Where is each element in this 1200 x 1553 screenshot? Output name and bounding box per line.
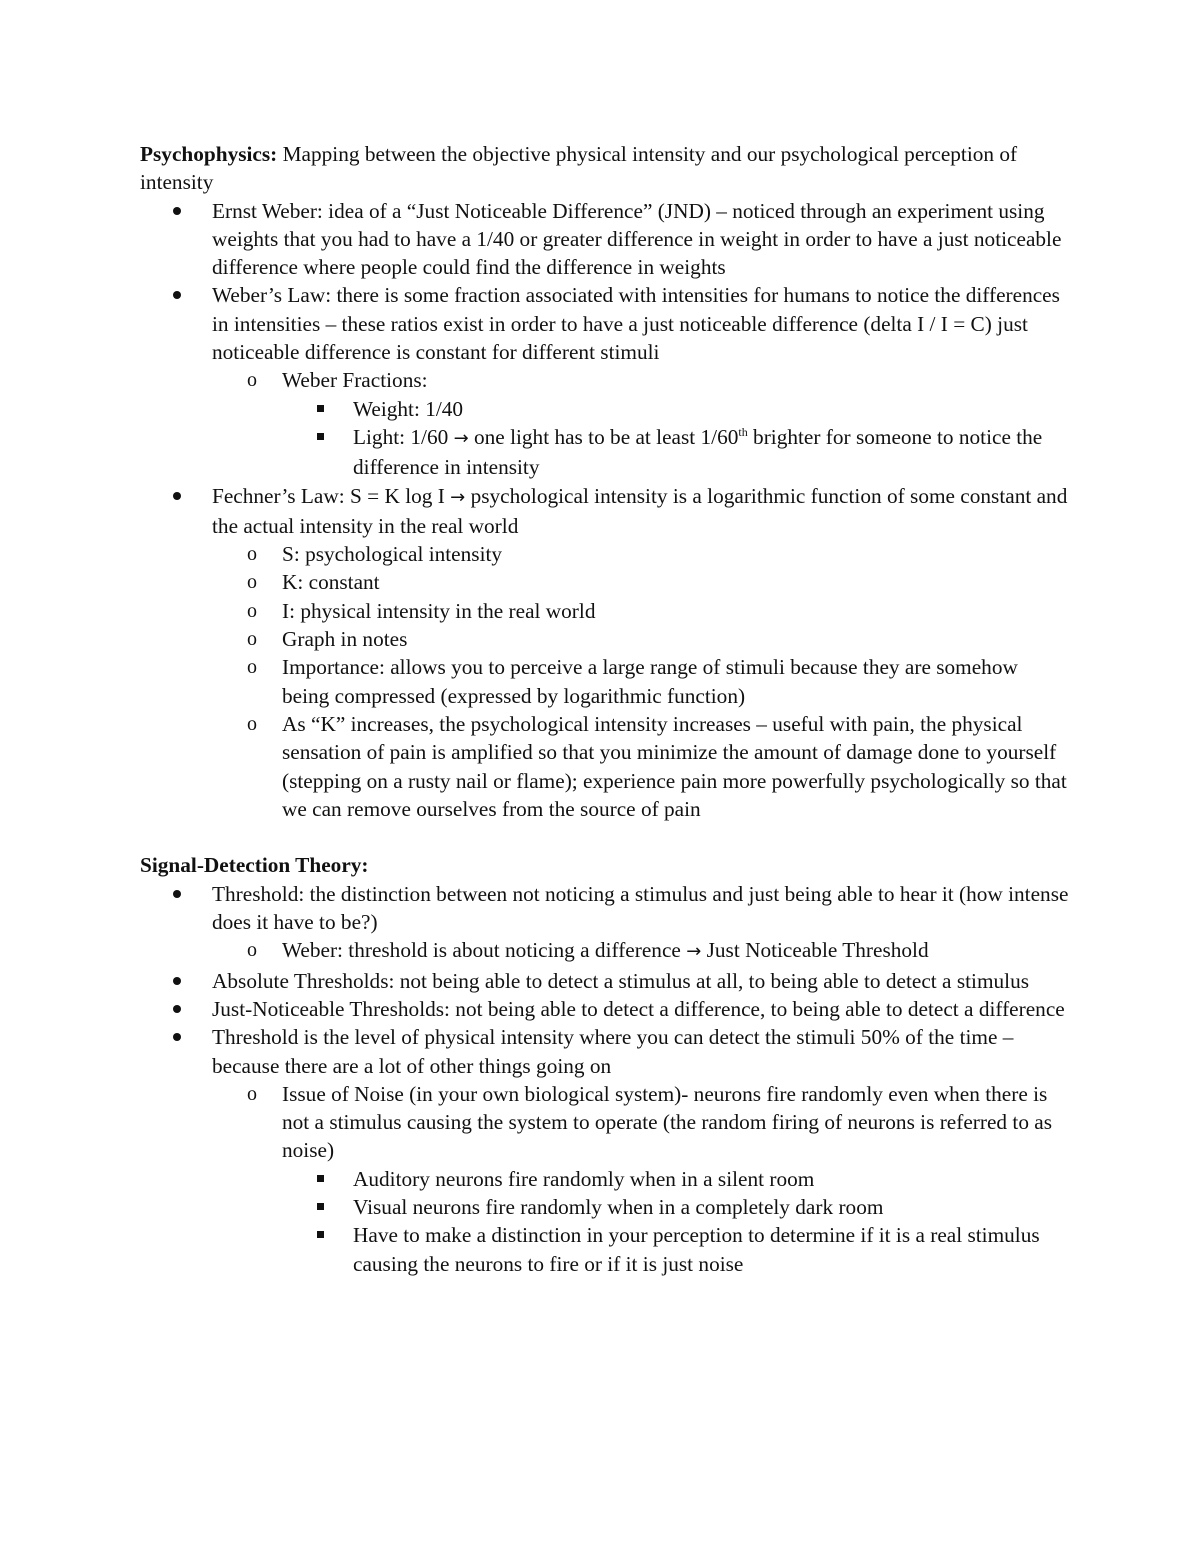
list-item-distinction bbox=[140, 1221, 1070, 1278]
list-item-light bbox=[140, 423, 1070, 482]
list-item-text: Just-Noticeable Thresholds: not being able to detect a difference, to being able to detect a difference bbox=[212, 996, 1065, 1021]
bullet-dot-icon bbox=[173, 1005, 181, 1013]
list-item-text: Fechner’s Law: S = K log I bbox=[212, 483, 451, 508]
list-item-text: Weber Fractions: bbox=[282, 368, 428, 393]
right-arrow-icon: → bbox=[450, 486, 466, 508]
psychophysics-paragraph bbox=[140, 140, 1070, 197]
list-item-text: Auditory neurons fire randomly when in a silent room bbox=[353, 1166, 815, 1191]
bullet-dot-icon bbox=[173, 291, 181, 299]
section-spacer bbox=[140, 823, 1070, 851]
list-item-auditory bbox=[140, 1165, 1070, 1193]
right-arrow-icon: → bbox=[453, 427, 469, 449]
list-item-text: Threshold is the level of physical intensity where you can detect the stimuli 50% of the time – because there are a lot of other things going on bbox=[212, 1025, 1014, 1078]
list-item-text: Light: 1/60 bbox=[353, 424, 454, 449]
list-item-text: psychological intensity is a logarithmic function of some constant and the actual intensity in the real world bbox=[212, 483, 1068, 538]
list-item-k-increases bbox=[140, 710, 1070, 823]
list-item-text: As “K” increases, the psychological intensity increases – useful with pain, the physical sensation of pain is amplified so that you minimize the amount of damage done to yourself (stepping on a rusty nail or flame); experience pain more powerfully psychologically so that we can remove ourselves from the source of pain bbox=[282, 711, 1067, 821]
list-item-text: I: physical intensity in the real world bbox=[282, 598, 596, 623]
list-item-just-noticeable-thresholds bbox=[140, 995, 1070, 1023]
list-item-text: Ernst Weber: idea of a “Just Noticeable Difference” (JND) – noticed through an experiment using weights that you had to have a 1/40 or greater difference in weight in order to have a just noticeable difference where people could find the difference in weights bbox=[212, 198, 1062, 280]
list-item-importance bbox=[140, 653, 1070, 710]
bullet-circle-icon: o bbox=[247, 656, 257, 679]
list-item-webers-law bbox=[140, 281, 1070, 366]
list-item-noise bbox=[140, 1080, 1070, 1165]
bullet-circle-icon: o bbox=[247, 599, 257, 622]
document-page bbox=[140, 140, 1070, 1278]
list-item-text: Weber’s Law: there is some fraction associated with intensities for humans to notice the differences in intensities – these ratios exist in order to have a just noticeable difference (delta I / I = C) just noticeable difference is constant for different stimuli bbox=[212, 283, 1060, 365]
list-item-text: Have to make a distinction in your perception to determine if it is a real stimulus causing the neurons to fire or if it is just noise bbox=[353, 1223, 1040, 1276]
list-item-text: Weber: threshold is about noticing a difference bbox=[282, 938, 687, 963]
list-item-threshold bbox=[140, 880, 1070, 937]
bullet-square-icon bbox=[317, 1175, 324, 1182]
list-item-text: K: constant bbox=[282, 570, 380, 595]
list-item-weber-threshold bbox=[140, 936, 1070, 966]
list-item-text: Graph in notes bbox=[282, 627, 408, 652]
bullet-circle-icon: o bbox=[247, 628, 257, 651]
list-item-ernst-weber bbox=[140, 197, 1070, 282]
list-item-text: one light has to be at least 1/60 bbox=[468, 424, 739, 449]
superscript-th: th bbox=[738, 424, 748, 439]
bullet-dot-icon bbox=[173, 890, 181, 898]
list-item-graph bbox=[140, 625, 1070, 653]
list-item-text: Weight: 1/40 bbox=[353, 396, 464, 421]
bullet-circle-icon: o bbox=[247, 571, 257, 594]
list-item-absolute-thresholds bbox=[140, 967, 1070, 995]
bullet-circle-icon: o bbox=[247, 543, 257, 566]
right-arrow-icon: → bbox=[686, 941, 702, 963]
list-item-s-definition bbox=[140, 540, 1070, 568]
bullet-dot-icon bbox=[173, 1033, 181, 1041]
list-item-visual bbox=[140, 1193, 1070, 1221]
bullet-dot-icon bbox=[173, 492, 181, 500]
bullet-square-icon bbox=[317, 1231, 324, 1238]
list-item-text: Issue of Noise (in your own biological system)- neurons fire randomly even when there is not a stimulus causing the system to operate (the random firing of neurons is referred to as noise) bbox=[282, 1081, 1053, 1163]
list-item-text: Absolute Thresholds: not being able to detect a stimulus at all, to being able to detect a stimulus bbox=[212, 968, 1030, 993]
bullet-square-icon bbox=[317, 1203, 324, 1210]
psychophysics-list bbox=[140, 197, 1070, 824]
bullet-dot-icon bbox=[173, 977, 181, 985]
list-item-i-definition bbox=[140, 597, 1070, 625]
bullet-square-icon bbox=[317, 433, 324, 440]
signal-detection-paragraph bbox=[140, 851, 1070, 879]
signal-detection-list bbox=[140, 880, 1070, 1278]
signal-detection-heading: Signal-Detection Theory: bbox=[140, 853, 369, 878]
list-item-k-definition bbox=[140, 568, 1070, 596]
list-item-weber-fractions bbox=[140, 366, 1070, 394]
list-item-text: Threshold: the distinction between not noticing a stimulus and just being able to hear it (how intense does it have to be?) bbox=[212, 881, 1069, 935]
list-item-fechners-law bbox=[140, 482, 1070, 541]
list-item-text: Visual neurons fire randomly when in a completely dark room bbox=[353, 1194, 884, 1219]
list-item-weight bbox=[140, 395, 1070, 423]
bullet-square-icon bbox=[317, 405, 324, 412]
list-item-threshold-level bbox=[140, 1023, 1070, 1080]
list-item-text: Importance: allows you to perceive a large range of stimuli because they are somehow being compressed (expressed by logarithmic function) bbox=[282, 655, 1018, 708]
bullet-circle-icon: o bbox=[247, 1082, 257, 1105]
bullet-circle-icon: o bbox=[247, 939, 257, 962]
bullet-circle-icon: o bbox=[247, 369, 257, 392]
list-item-text: brighter for someone to notice the difference in intensity bbox=[353, 424, 1043, 480]
list-item-text: Just Noticeable Threshold bbox=[701, 938, 929, 963]
list-item-text: S: psychological intensity bbox=[282, 542, 503, 567]
psychophysics-heading: Psychophysics: bbox=[140, 142, 278, 166]
bullet-dot-icon bbox=[173, 207, 181, 215]
bullet-circle-icon: o bbox=[247, 712, 257, 735]
psychophysics-intro: Mapping between the objective physical intensity and our psychological perception of intensity bbox=[140, 142, 1018, 195]
